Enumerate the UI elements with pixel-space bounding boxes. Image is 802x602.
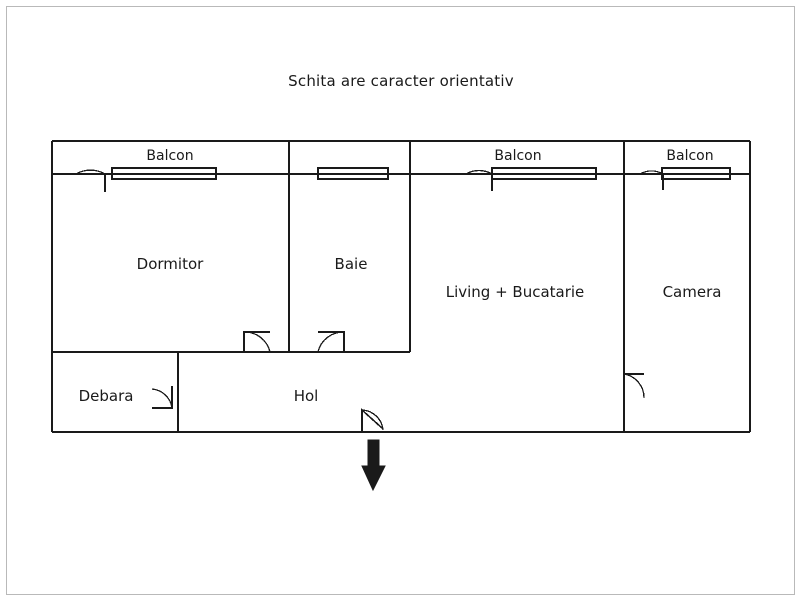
- room-label-debara: Debara: [78, 387, 134, 405]
- door-balcon-dormitor: [76, 174, 105, 192]
- room-label-baie: Baie: [334, 255, 368, 273]
- door-swing-baie: [318, 332, 344, 352]
- entrance-arrow: [362, 440, 385, 490]
- door-swing-debara: [152, 389, 172, 408]
- room-label-dormitor: Dormitor: [136, 255, 204, 273]
- room-label-hol: Hol: [293, 387, 319, 405]
- door-swing-dormitor: [244, 332, 270, 352]
- page-title: Schita are caracter orientativ: [288, 72, 514, 90]
- door-balcon-living: [466, 174, 492, 191]
- balcony-label-living: Balcon: [494, 148, 542, 164]
- room-label-camera: Camera: [662, 283, 722, 301]
- room-label-living-bucatarie: Living + Bucatarie: [445, 283, 585, 301]
- door-balcon-camera: [640, 174, 663, 190]
- balcony-label-dormitor: Balcon: [146, 148, 194, 164]
- door-swing-camera: [624, 374, 644, 398]
- balcony-label-camera: Balcon: [666, 148, 714, 164]
